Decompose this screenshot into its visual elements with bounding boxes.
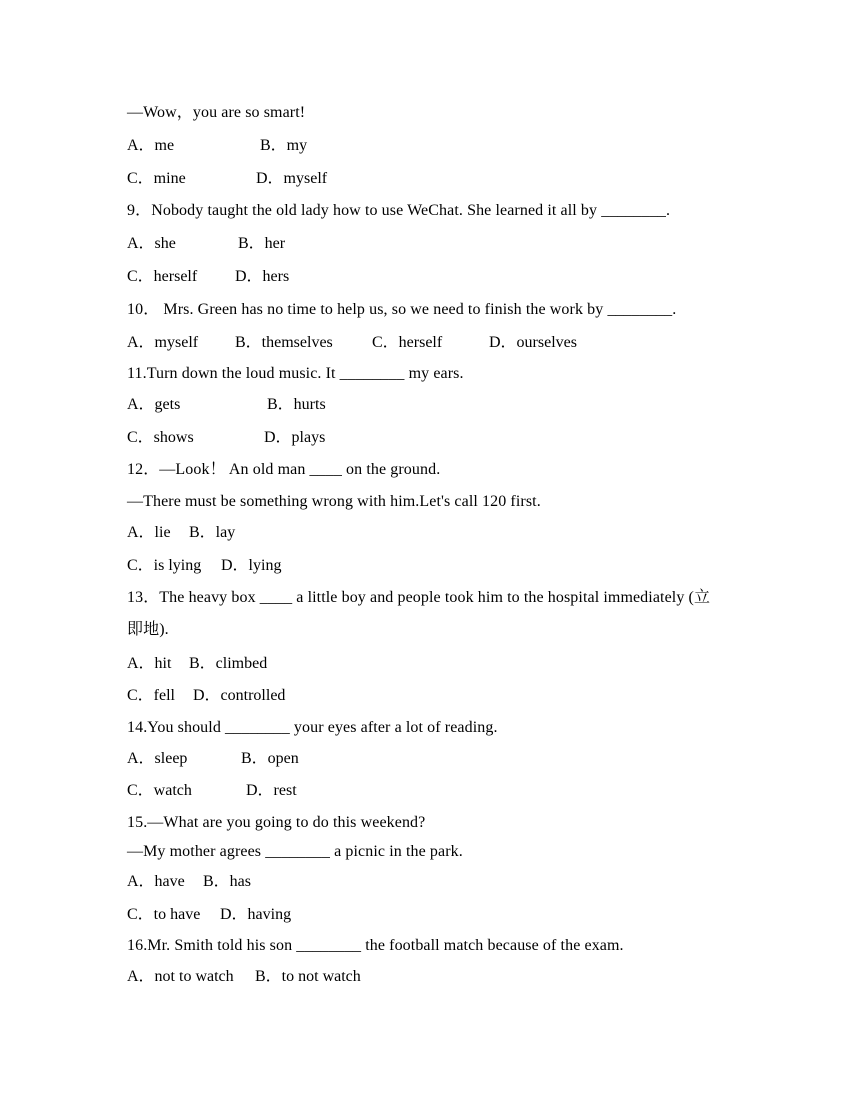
option-a: A．me <box>127 137 175 154</box>
option-d: D．having <box>220 906 292 923</box>
question-14: 14.You should ________ your eyes after a lot of reading. <box>127 719 498 736</box>
question-13: 13．The heavy box ____ a little boy and people took him to the hospital immediately (立 <box>127 589 711 606</box>
option-b: B．her <box>238 235 286 252</box>
option-d: D．ourselves <box>489 334 577 351</box>
option-b: B．climbed <box>189 655 268 672</box>
option-a: A．lie <box>127 524 171 541</box>
option-b: B．has <box>203 873 252 890</box>
option-d: D．myself <box>256 170 328 187</box>
option-b: B．lay <box>189 524 236 541</box>
option-c: C．to have <box>127 906 201 923</box>
option-a: A．gets <box>127 396 181 413</box>
option-d: D．lying <box>221 557 282 574</box>
option-d: D．controlled <box>193 687 286 704</box>
question-16: 16.Mr. Smith told his son ________ the football match because of the exam. <box>127 937 624 954</box>
option-a: A．she <box>127 235 176 252</box>
option-d: D．rest <box>246 782 297 799</box>
dialogue-line: —Wow，you are so smart! <box>127 104 306 121</box>
option-b: B．themselves <box>235 334 333 351</box>
option-c: C．watch <box>127 782 192 799</box>
option-c: C．herself <box>127 268 198 285</box>
option-b: B．hurts <box>267 396 326 413</box>
question-13-continued: 即地). <box>127 621 169 638</box>
option-a: A．sleep <box>127 750 188 767</box>
option-a: A．myself <box>127 334 199 351</box>
option-b: B．open <box>241 750 299 767</box>
option-a: A．have <box>127 873 185 890</box>
question-9: 9．Nobody taught the old lady how to use WeChat. She learned it all by ________. <box>127 202 671 219</box>
option-a: A．hit <box>127 655 172 672</box>
option-b: B．my <box>260 137 308 154</box>
option-b: B．to not watch <box>255 968 361 985</box>
option-c: C．shows <box>127 429 194 446</box>
dialogue-line: —There must be something wrong with him.Let's call 120 first. <box>127 493 541 510</box>
option-c: C．herself <box>372 334 443 351</box>
option-c: C．is lying <box>127 557 202 574</box>
dialogue-line: —My mother agrees ________ a picnic in the park. <box>127 843 463 860</box>
question-12: 12．—Look！ An old man ____ on the ground. <box>127 461 441 478</box>
option-a: A．not to watch <box>127 968 234 985</box>
question-15: 15.—What are you going to do this weekend? <box>127 814 426 831</box>
question-11: 11.Turn down the loud music. It ________ my ears. <box>127 365 464 382</box>
option-d: D．hers <box>235 268 290 285</box>
option-c: C．mine <box>127 170 186 187</box>
question-10: 10． Mrs. Green has no time to help us, so we need to finish the work by ________. <box>127 301 677 318</box>
option-c: C．fell <box>127 687 175 704</box>
option-d: D．plays <box>264 429 326 446</box>
